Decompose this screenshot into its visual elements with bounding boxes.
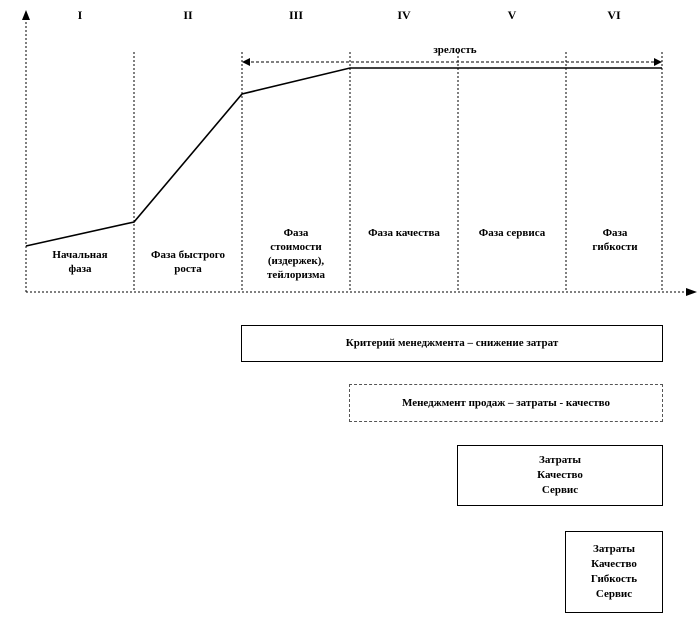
criteria-line: Затраты bbox=[593, 543, 635, 555]
phase-label-line: Фаза сервиса bbox=[478, 227, 546, 239]
phase-label-line: (издержек), bbox=[267, 255, 325, 267]
criteria-line: Качество bbox=[537, 469, 583, 481]
phase-label-line: Фаза bbox=[283, 227, 309, 239]
phase-number-2: II bbox=[183, 8, 193, 22]
growth-curve bbox=[26, 68, 662, 246]
phase-label-initial bbox=[30, 248, 130, 276]
criteria-box-cost-reduction bbox=[241, 325, 663, 362]
phase-number-1: I bbox=[77, 8, 83, 22]
phase-number-6: VI bbox=[607, 8, 621, 22]
phase-label-line: Фаза качества bbox=[368, 227, 440, 239]
criteria-box-sales-management bbox=[349, 384, 663, 422]
criteria-line: Сервис bbox=[595, 588, 633, 600]
criteria-line: Менеджмент продаж – затраты - качество bbox=[401, 396, 611, 409]
maturity-arrow-right-head bbox=[654, 58, 662, 66]
phase-label-quality bbox=[354, 226, 454, 240]
phase-number-3: III bbox=[288, 8, 303, 22]
phase-label-line: Фаза быстрого bbox=[151, 249, 225, 261]
phase-label-flexibility bbox=[570, 226, 660, 254]
phase-label-service bbox=[462, 226, 562, 240]
criteria-line: Критерий менеджмента – снижение затрат bbox=[345, 337, 559, 349]
criteria-box-cost-quality-service bbox=[457, 445, 663, 506]
phase-number-4: IV bbox=[397, 8, 411, 22]
phase-label-line: Начальная bbox=[52, 249, 108, 261]
x-axis-arrow bbox=[686, 288, 697, 296]
criteria-box-cost-quality-flexibility-service bbox=[565, 531, 663, 613]
phase-label-line: роста bbox=[174, 263, 202, 275]
phase-label-line: Фаза bbox=[602, 227, 628, 239]
phase-label-line: стоимости bbox=[270, 241, 322, 253]
maturity-label: зрелость bbox=[433, 44, 477, 56]
phase-label-rapid-growth bbox=[138, 248, 238, 276]
criteria-line: Качество bbox=[591, 558, 637, 570]
phase-label-cost bbox=[246, 226, 346, 282]
y-axis-arrow bbox=[22, 10, 30, 20]
phase-number-5: V bbox=[507, 8, 517, 22]
phase-label-line: тейлоризма bbox=[267, 269, 325, 281]
maturity-arrow-left-head bbox=[242, 58, 250, 66]
criteria-line: Гибкость bbox=[590, 573, 638, 585]
criteria-line: Затраты bbox=[539, 454, 581, 466]
phase-label-line: фаза bbox=[68, 263, 92, 275]
criteria-line: Сервис bbox=[541, 484, 579, 496]
phase-label-line: гибкости bbox=[592, 241, 638, 253]
